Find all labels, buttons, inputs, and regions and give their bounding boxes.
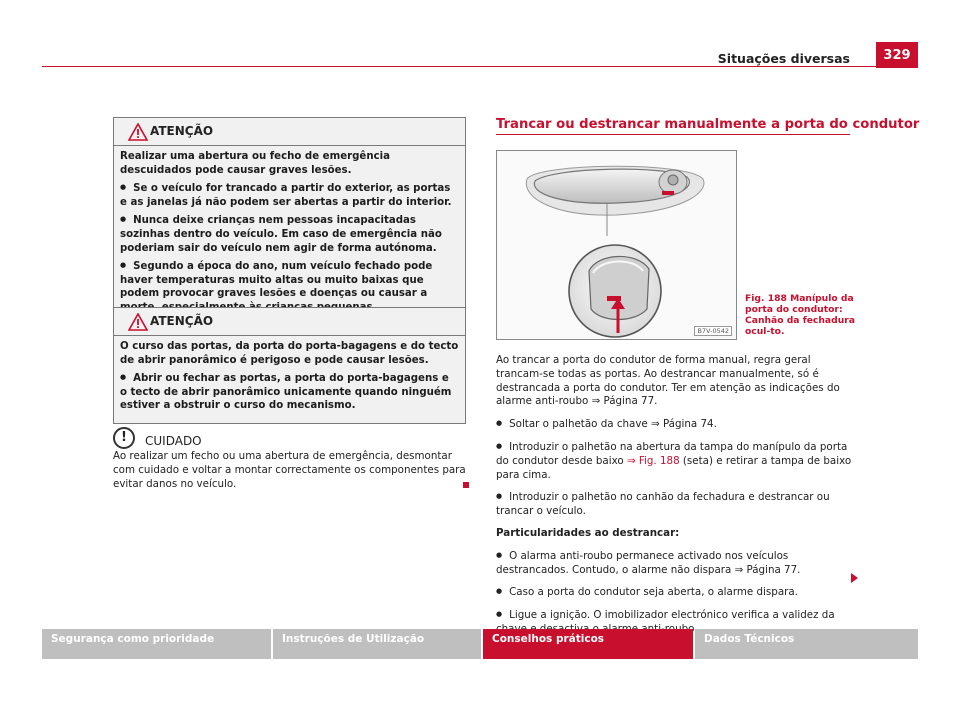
caution-text: Ao realizar um fecho ou uma abertura de emergência, desmontar com cuidado e voltar a montar correctamente os componentes para evitar danos no veículo. [113, 450, 466, 490]
page-number: 329 [876, 42, 918, 68]
warning-box-header [114, 308, 465, 336]
subheading: Particularidades ao destrancar: [496, 526, 680, 539]
warning-box-2 [113, 307, 466, 424]
door-handle-illustration [497, 151, 736, 339]
section-end-marker [463, 482, 469, 488]
figure-code: B7V-0542 [694, 326, 732, 336]
warning-triangle-icon [128, 123, 148, 141]
warning-body [114, 336, 465, 423]
figure-caption: Fig. 188 Manípulo da porta do condutor: Canhão da fechadura ocul-to. [745, 293, 855, 337]
section-title: Trancar ou destrancar manualmente a porta do condutor [496, 117, 920, 132]
intro-paragraph: Ao trancar a porta do condutor de forma manual, regra geral trancam-se todas as portas. Ao destrancar manualmente, só é destrancada a porta do condutor. Ter em atenção as indicações do alarme anti-roubo ⇒ Página 77. [496, 354, 840, 408]
warning-paragraph: O curso das portas, da porta do porta-bagagens e do tecto de abrir panorâmico é perigoso e pode causar lesões. [120, 341, 459, 366]
warning-bullet: ● Segundo a época do ano, num veículo fechado pode haver temperaturas muito altas ou muito baixas que podem provocar graves lesões e doenças ou causar a [120, 259, 459, 314]
warning-paragraph: Realizar uma abertura ou fecho de emergência descuidados pode causar graves lesões. [120, 151, 390, 176]
warning-label: ATENÇÃO [150, 314, 214, 328]
warning-bullet: ● Se o veículo for trancado a partir do exterior, as portas e as janelas já não podem ser abertas a partir do interior. [120, 181, 459, 209]
caution-exclamation-icon: ! [113, 427, 135, 449]
running-header-title: Situações diversas [717, 51, 850, 66]
door-handle-figure [496, 150, 737, 340]
section-body [496, 354, 852, 645]
warning-box-1 [113, 117, 466, 326]
warning-label: ATENÇÃO [150, 124, 214, 138]
step-text: (seta) e retirar a tampa de baixo para cima. [496, 454, 852, 481]
warning-body [114, 146, 465, 325]
figure-reference-link[interactable]: ⇒ Fig. 188 [626, 454, 680, 467]
warning-bullet: ● Nunca deixe crianças nem pessoas incapacitadas sozinhas dentro do veículo. Em caso de emergência não poderiam sair do veículo nem agir de forma autónoma. [120, 213, 459, 255]
footer-tab-conselhos[interactable]: Conselhos práticos [483, 629, 693, 659]
section-title-underline [496, 134, 850, 135]
detail-item: ● Caso a porta do condutor seja aberta, o alarme dispara. [496, 585, 852, 600]
continue-arrow-icon [851, 573, 858, 583]
footer-tab-seguranca[interactable]: Segurança como prioridade [42, 629, 271, 659]
step-text: Introduzir o palhetão na abertura da tampa do manípulo da porta do condutor desde baixo [496, 440, 848, 467]
step-item: ● Soltar o palhetão da chave ⇒ Página 74. [496, 417, 852, 432]
detail-item: ● O alarma anti-roubo permanece activado nos veículos destrancados. Contudo, o alarme não dispara ⇒ Página 77. [496, 549, 852, 578]
detail-item: ● Ligue a ignição. O imobilizador electrónico verifica a validez da [496, 608, 852, 637]
warning-triangle-icon [128, 313, 148, 331]
step-item [496, 440, 852, 482]
footer-tab-instrucoes[interactable]: Instruções de Utilização [273, 629, 481, 659]
footer-tab-dados[interactable]: Dados Técnicos [695, 629, 918, 659]
step-item: ● Introduzir o palhetão no canhão da fechadura e destrancar ou trancar o veículo. [496, 490, 852, 519]
warning-box-header [114, 118, 465, 146]
header-divider [42, 66, 876, 67]
warning-bullet: ● Abrir ou fechar as portas, a porta do porta-bagagens e o tecto de abrir panorâmico unicamente quando ninguém estiver a obstruir o curso do mecanismo. [120, 371, 459, 413]
caution-label: CUIDADO [145, 434, 202, 448]
